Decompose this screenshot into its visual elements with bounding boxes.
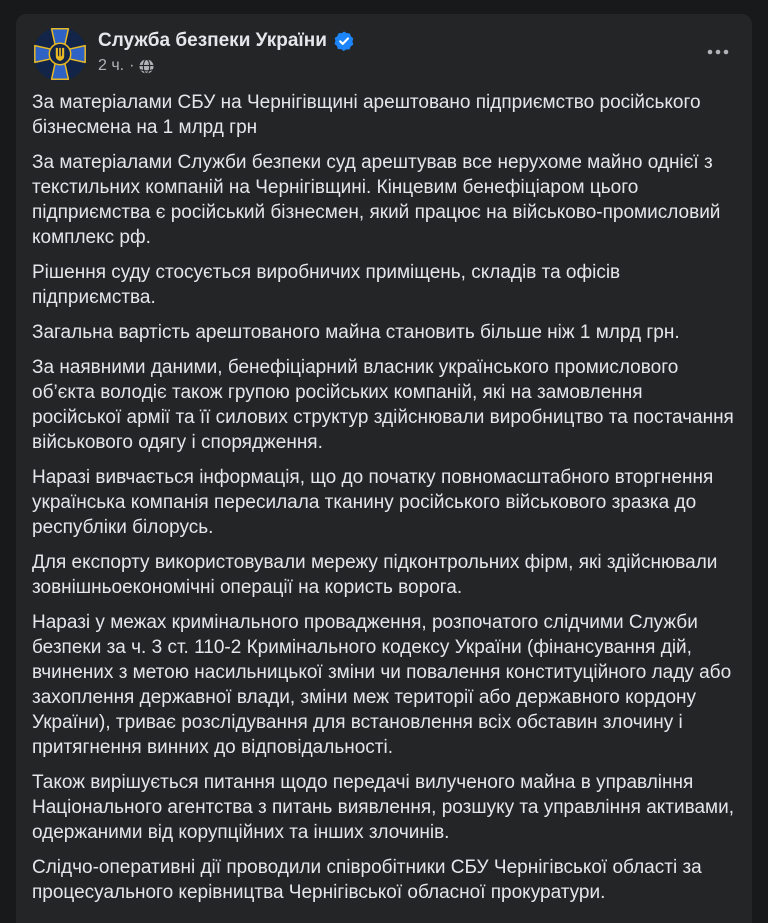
meta-separator: ·	[129, 57, 135, 74]
page-name[interactable]: Служба безпеки України	[98, 30, 327, 51]
post-paragraph: Також вирішується питання щодо передачі вилученого майна в управління Національного агентства з питань виявлення, розшуку та управління активами, одержаними від корупційних та інших злочинів.	[32, 772, 740, 843]
post-options-button[interactable]	[700, 34, 736, 70]
post-text	[16, 86, 752, 923]
three-dots-icon	[706, 40, 730, 64]
post-header-text	[98, 26, 700, 76]
post-paragraph: Наразі вивчається інформація, що до початку повномасштабного вторгнення українська компанія пересилала тканину російського військового зразка до республіки білорусь.	[32, 467, 719, 538]
verified-badge-icon	[334, 31, 354, 51]
public-globe-icon	[139, 59, 154, 74]
timestamp[interactable]: 2 ч.	[98, 57, 125, 74]
post-paragraph: Для експорту використовували мережу підконтрольних фірм, які здійснювали зовнішньоекономічні операції на користь ворога.	[32, 552, 723, 598]
post-paragraph: За матеріалами СБУ на Чернігівщині арештовано підприємство російського бізнесмена на 1 млрд грн	[32, 92, 706, 138]
post-paragraph: Наразі у межах кримінального провадження, розпочатого слідчими Служби безпеки за ч. 3 ст. 110-2 Кримінального кодексу України (фінансування дій, вчинених з метою насильницької зміни чи повалення конституційного ладу або захоплення державної влади, зміни меж території або державного кордону України), триває розслідування для встановлення всіх обставин злочину і притягнення винних до відповідальності.	[32, 612, 737, 758]
post-paragraph: За матеріалами Служби безпеки суд арештував все нерухоме майно однієї з текстильних компаній на Чернігівщині. Кінцевим бенефіціаром цього підприємства є російський бізнесмен, який працює на військово-промисловий комплекс рф.	[32, 152, 726, 248]
post-paragraph: Рішення суду стосується виробничих приміщень, складів та офісів підприємства.	[32, 262, 626, 308]
post-paragraph: Слідчо-оперативні дії проводили співробітники СБУ Чернігівської області за процесуального керівництва Чернігівської обласної прокуратури.	[32, 857, 708, 903]
page-avatar[interactable]	[32, 26, 88, 82]
post-header	[16, 14, 752, 86]
post-meta	[98, 56, 700, 76]
facebook-post-card	[16, 14, 752, 923]
post-paragraph: За наявними даними, бенефіціарний власник українського промислового об’єкта володіє також групою російських компаній, які на замовлення російської армії та її силових структур здійснювали виробництво та постачання військового одягу і спорядження.	[32, 357, 740, 453]
post-paragraph: Загальна вартість арештованого майна становить більше ніж 1 млрд грн.	[32, 322, 680, 343]
sbu-emblem-icon	[32, 26, 88, 82]
